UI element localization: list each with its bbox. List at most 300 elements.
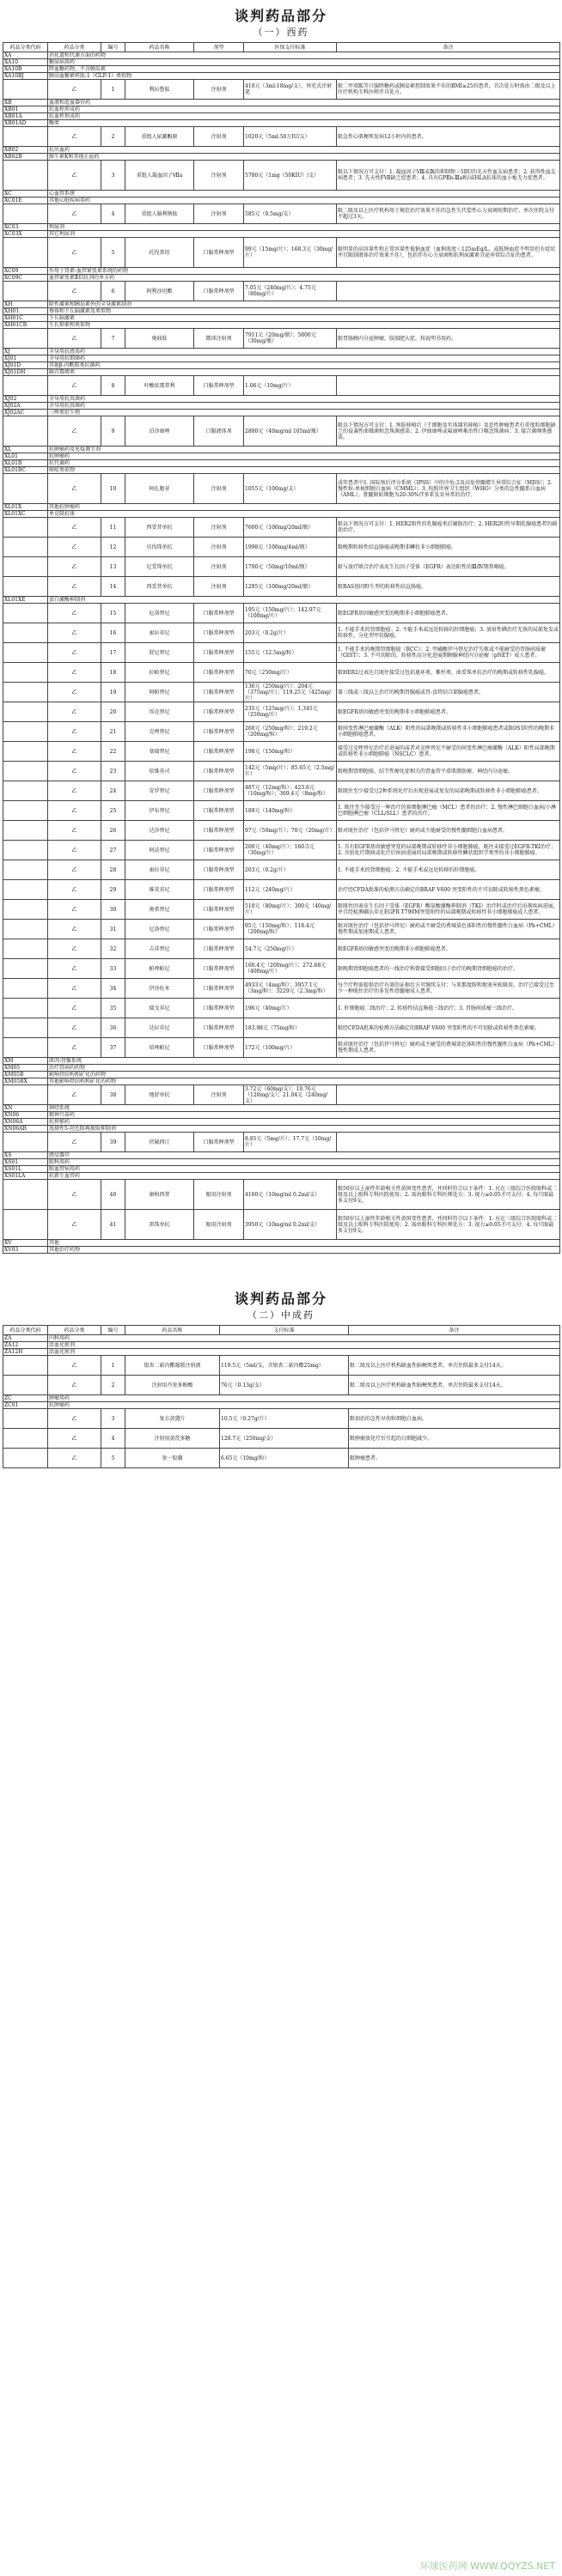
drug-number: 36: [101, 1018, 125, 1038]
drug-number: 7: [101, 329, 125, 349]
category-name: 心血管系统: [48, 191, 560, 197]
table-row: [3, 959, 560, 979]
empty-code-cell: [3, 762, 48, 781]
category-name: 眼血管病用药: [48, 1166, 560, 1173]
drug-name: 维莫非尼: [125, 880, 194, 900]
drug-number: 14: [101, 577, 125, 597]
col-header: 药品分类代码: [3, 43, 48, 52]
empty-code-cell: [3, 939, 48, 959]
table-row: [3, 1409, 560, 1429]
drug-class: 乙: [48, 1376, 101, 1395]
payment-standard: 198元（150mg/粒）: [244, 742, 337, 762]
category-code: XS01LA: [3, 1173, 48, 1180]
empty-code-cell: [3, 127, 48, 147]
remark: 限EGFR基因敏感突变的晚期非小细胞肺癌患者。: [337, 939, 560, 959]
payment-standard: 6.65元（10mg/粒）: [220, 1449, 349, 1468]
empty-code-cell: [3, 742, 48, 762]
dosage-form: 口服常释剂型: [194, 722, 244, 742]
table-row: [3, 376, 560, 396]
remark: 限二级及以上医疗机构缺血性脑梗死患者，单次住院最多支付14天。: [349, 1376, 560, 1395]
drug-name: 康柏西普: [125, 1180, 194, 1210]
drug-class: 乙: [48, 939, 101, 959]
dosage-form: 口服常释剂型: [194, 860, 244, 880]
drug-name: 克唑替尼: [125, 722, 194, 742]
category-name: 胰高血糖素样肽-1（GLP-1）类似物: [48, 73, 560, 80]
category-name: 三唑类衍生物: [48, 410, 560, 416]
drug-class: 乙: [48, 722, 101, 742]
dosage-form: 口服常释剂型: [194, 762, 244, 781]
remark: [337, 1085, 560, 1105]
empty-code-cell: [3, 900, 48, 920]
payment-standard: 10.5元（0.27g/片）: [220, 1409, 349, 1429]
drug-class: 乙: [48, 702, 101, 722]
payment-standard: 1998元（100mg/4ml/瓶）: [244, 538, 337, 557]
category-name: 肿瘤用药: [48, 1395, 560, 1402]
remark: 限RAS基因野生型的转移性结直肠癌。: [337, 577, 560, 597]
category-name: 活血化瘀剂: [48, 1349, 560, 1356]
table-row: [3, 939, 560, 959]
drug-name: 伊沙佐米: [125, 979, 194, 999]
drug-number: 1: [101, 1356, 125, 1376]
category-code: XV: [3, 1240, 48, 1247]
drug-name: 托伐普坦: [125, 238, 194, 268]
category-code: XA10: [3, 59, 48, 66]
dosage-form: 注射剂: [194, 1085, 244, 1105]
category-row: [3, 197, 560, 204]
dosage-form: 口服常释剂型: [194, 643, 244, 663]
remark: 限EGFR基因敏感突变的晚期非小细胞肺癌患者。: [337, 604, 560, 623]
dosage-form: 注射剂: [194, 577, 244, 597]
drug-class: 乙: [48, 781, 101, 801]
remark: 限对既往治疗（包括伊马替尼）耐药或不耐受的费城染色体阳性的慢性髓性白血病（Ph+CML）慢性期或加速期成人患者。: [337, 920, 560, 939]
payment-standard: 410元（3ml:18mg/支），预充式注射笔: [244, 80, 337, 100]
category-name: 精神兴奋药: [48, 1112, 560, 1119]
payment-standard: 7911元（20mg/瓶）；5800元（30mg/瓶）: [244, 329, 337, 349]
drug-number: 30: [101, 900, 125, 920]
payment-standard: 3950元（10mg/ml 0.2ml/支）: [244, 1210, 337, 1240]
table-row: [3, 1133, 560, 1152]
category-row: [3, 191, 560, 197]
dosage-form: 口服常释剂型: [194, 623, 244, 643]
dosage-form: 口服常释剂型: [194, 683, 244, 702]
category-code: XN: [3, 1105, 48, 1112]
drug-class: 乙: [48, 518, 101, 538]
table-row: [3, 80, 560, 100]
category-code: XL01: [3, 453, 48, 460]
category-name: 其他β-内酰胺类抗菌药: [48, 362, 560, 369]
category-name: 全身用抗真菌药: [48, 403, 560, 410]
drug-number: 21: [101, 722, 125, 742]
category-name: 神经系统: [48, 1105, 560, 1112]
category-code: XL01B: [3, 460, 48, 467]
dosage-form: 口服常释剂型: [194, 920, 244, 939]
empty-code-cell: [3, 1180, 48, 1210]
category-row: [3, 147, 560, 154]
empty-code-cell: [3, 416, 48, 447]
table-row: [3, 604, 560, 623]
payment-standard: 4160元（10mg/ml 0.2ml/支）: [244, 1180, 337, 1210]
category-name: 维生素K和其他止血药: [48, 154, 560, 161]
dosage-form: 注射剂: [194, 161, 244, 191]
category-row: [3, 1335, 560, 1342]
table-row: [3, 683, 560, 702]
empty-code-cell: [3, 1210, 48, 1240]
remark: 限二级及以上医疗机构用于规范治疗效果不佳的急性失代偿性心力衰竭短期治疗，单次住院支付不超过3天。: [337, 204, 560, 224]
empty-code-cell: [3, 821, 48, 841]
empty-code-cell: [3, 80, 48, 100]
dosage-form: 口服常释剂型: [194, 979, 244, 999]
payment-standard: 1020元（5ml:50万IU/支）: [244, 127, 337, 147]
category-name: 抗新生血管药: [48, 1173, 560, 1180]
dosage-form: 口服常释剂型: [194, 1018, 244, 1038]
drug-name: 重组人脑利钠肽: [125, 204, 194, 224]
empty-code-cell: [3, 538, 48, 557]
table-row: [3, 1018, 560, 1038]
drug-number: 33: [101, 959, 125, 979]
category-name: 其他心脏疾病用药: [48, 197, 560, 204]
payment-standard: 8.85元（5mg/片）；17.7元（10mg/片）: [244, 1133, 337, 1152]
category-code: XB01A: [3, 113, 48, 120]
col-header: 备注: [337, 43, 560, 52]
payment-standard: 7600元（100mg/20ml/瓶）: [244, 518, 337, 538]
category-row: [3, 106, 560, 113]
payment-standard: 183.98元（75mg/粒）: [244, 1018, 337, 1038]
drug-class: 乙: [48, 80, 101, 100]
table-row: [3, 518, 560, 538]
remark: 限50岁以上湿性年龄相关性黄斑变性患者，并同时符合以下条件：1. 应在三级综合医院眼科或二级及以上眼科专科医院使用；2. 需由眼科专科医师处方；3. 视力≥0.05才可支付；4. 每只眼最多支付9支。: [337, 1210, 560, 1240]
drug-class: 乙: [48, 1085, 101, 1105]
category-name: 其他影响骨结构和矿化的药物: [48, 1078, 560, 1085]
remark: 限以下情况方可支付：1. 预防移植后（干细胞及实体器官移植）及恶性肿瘤患者有重度粒细胞缺乏的侵袭性曲霉菌和念珠菌感染；2. 伊曲康唑或氟康唑难治性口咽念珠菌病；3. 接合菌纲类感染。: [337, 416, 560, 447]
table-row: [3, 702, 560, 722]
category-name: 抗肿瘤药及免疫调节剂: [48, 447, 560, 453]
payment-standard: 196元（40mg/片）: [244, 999, 337, 1018]
table-row: [3, 161, 560, 191]
category-row: [3, 467, 560, 474]
drug-number: 37: [101, 1038, 125, 1058]
drug-class: 乙: [48, 416, 101, 447]
drug-name: 索拉非尼: [125, 623, 194, 643]
category-name: 眼科用药: [48, 1159, 560, 1166]
category-name: 血管紧张素Ⅱ拮抗剂的单方药: [48, 275, 560, 282]
drug-name: 拉帕替尼: [125, 663, 194, 683]
category-row: [3, 1349, 560, 1356]
payment-standard: 1700元（50mg/10ml/瓶）: [244, 557, 337, 577]
payment-standard: 76元（0.13g/支）: [220, 1376, 349, 1395]
drug-class: 乙: [48, 1018, 101, 1038]
drug-class: 乙: [48, 127, 101, 147]
table-row: [3, 1210, 560, 1240]
category-name: 生长抑素和类似物: [48, 322, 560, 329]
remark: 限晚期转移性结直肠癌或晚期非鳞状非小细胞肺癌。: [337, 538, 560, 557]
col-header: 药品分类代码: [3, 1326, 48, 1335]
category-code: XL01X: [3, 504, 48, 511]
payment-standard: 235元（125mg/片）；1,345元（250mg/片）: [244, 702, 337, 722]
drug-class: 乙: [48, 1356, 101, 1376]
category-name: 血液和造血器官药: [48, 100, 560, 106]
col-header: 药品名称: [125, 43, 194, 52]
category-code: XA10BJ: [3, 73, 48, 80]
dosage-form: 口服常释剂型: [194, 821, 244, 841]
category-code: XL01XE: [3, 597, 48, 604]
category-name: 抗肿瘤药: [48, 1402, 560, 1409]
category-code: XC09: [3, 268, 48, 275]
dosage-form: 口服常释剂型: [194, 742, 244, 762]
empty-code-cell: [3, 623, 48, 643]
empty-code-cell: [3, 518, 48, 538]
remark: 限明显的高容量性和正常容量性低钠血症（血钠浓度＜125mEq/L，或低钠血症不明显但有症状并且限制液体治疗效果不佳），包括伴有心力衰竭和抗利尿激素分泌异常综合征的患者。: [337, 238, 560, 268]
drug-name: 银杏二萜内酯葡胺注射液: [125, 1356, 220, 1376]
payment-standard: 189元（140mg/粒）: [244, 801, 337, 821]
category-row: [3, 1166, 560, 1173]
remark: 限急性心肌梗死发病12小时内的患者。: [337, 127, 560, 147]
category-code: XJ01D: [3, 362, 48, 369]
drug-number: 27: [101, 841, 125, 860]
col-header: 药品分类: [48, 43, 101, 52]
drug-name: 尼洛替尼: [125, 920, 194, 939]
empty-code-cell: [3, 643, 48, 663]
category-name: 其他抗肿瘤药: [48, 504, 560, 511]
empty-code-cell: [3, 880, 48, 900]
drug-class: 乙: [48, 1449, 101, 1468]
dosage-form: 注射剂: [194, 80, 244, 100]
table-header-row: [3, 43, 560, 52]
drug-class: 乙: [48, 604, 101, 623]
category-code: XH01C: [3, 315, 48, 322]
dosage-form: 注射剂: [194, 127, 244, 147]
category-name: 糖尿病用药: [48, 59, 560, 66]
category-row: [3, 52, 560, 59]
payment-standard: 510元（80mg/片）；300元（40mg/片）: [244, 900, 337, 920]
drug-number: 16: [101, 623, 125, 643]
empty-code-cell: [3, 1376, 48, 1395]
table-row: [3, 841, 560, 860]
table-row: [3, 282, 560, 301]
category-row: [3, 301, 560, 308]
table-row: [3, 762, 560, 781]
drug-number: 19: [101, 683, 125, 702]
empty-code-cell: [3, 1085, 48, 1105]
category-row: [3, 1078, 560, 1085]
drug-class: 乙: [48, 557, 101, 577]
payment-standard: 203元（0.2g/片）: [244, 860, 337, 880]
drug-name: 重组人尿激酶原: [125, 127, 194, 147]
category-row: [3, 308, 560, 315]
drug-class: 乙: [48, 1429, 101, 1449]
drug-name: 贝伐珠单抗: [125, 538, 194, 557]
dosage-form: 口服常释剂型: [194, 880, 244, 900]
payment-standard: 142元（5mg/片）；85.65元（2.5mg/片）: [244, 762, 337, 781]
category-row: [3, 1342, 560, 1349]
category-row: [3, 355, 560, 362]
drug-class: 乙: [48, 920, 101, 939]
remark: 限经CFDA批准的检测方法确定的BRAF V600 突变阳性的不可切除或转移性黑色素瘤。: [337, 1018, 560, 1038]
table-row: [3, 204, 560, 224]
drug-class: 乙: [48, 1133, 101, 1152]
table-row: [3, 742, 560, 762]
drug-name: 泊沙康唑: [125, 416, 194, 447]
remark: [337, 376, 560, 396]
western-drug-body: [3, 52, 560, 1254]
category-row: [3, 1112, 560, 1119]
dosage-form: 口服常释剂型: [194, 959, 244, 979]
drug-number: 1: [101, 80, 125, 100]
table-row: [3, 416, 560, 447]
remark: 限以下情况方可支付：1. HER2阳性的乳腺癌术后辅助治疗；2. HER2阳性早期乳腺癌患者的辅助治疗。: [337, 518, 560, 538]
tcm-drug-table: [3, 1325, 560, 1468]
payment-standard: 54.7元（250mg/片）: [244, 939, 337, 959]
table-row: [3, 900, 560, 920]
category-row: [3, 1247, 560, 1254]
category-name: 全身用抗真菌药: [48, 396, 560, 403]
table-row: [3, 557, 560, 577]
dosage-form: 注射剂: [194, 474, 244, 504]
drug-number: 6: [101, 282, 125, 301]
empty-code-cell: [3, 841, 48, 860]
payment-standard: 195元（150mg/片）；142.97元（100mg/片）: [244, 604, 337, 623]
drug-number: 15: [101, 604, 125, 623]
drug-class: 乙: [48, 860, 101, 880]
category-row: [3, 154, 560, 161]
dosage-form: 口服常释剂型: [194, 939, 244, 959]
drug-name: 阿扎胞苷: [125, 474, 194, 504]
category-code: XS: [3, 1152, 48, 1159]
category-code: XJ02A: [3, 403, 48, 410]
drug-name: 参一胶囊: [125, 1449, 220, 1468]
drug-name: 利拉鲁肽: [125, 80, 194, 100]
category-row: [3, 120, 560, 127]
drug-number: 34: [101, 979, 125, 999]
drug-name: 帕唑帕尼: [125, 959, 194, 979]
empty-code-cell: [3, 238, 48, 268]
drug-name: 重组人凝血因子Ⅶa: [125, 161, 194, 191]
table-row: [3, 860, 560, 880]
category-row: [3, 504, 560, 511]
payment-standard: 585元（0.5mg/支）: [244, 204, 337, 224]
table-row: [3, 1376, 560, 1395]
drug-number: 39: [101, 1133, 125, 1152]
category-name: 除性激素和胰岛素外的全身激素制剂: [48, 301, 560, 308]
category-code: XB02: [3, 147, 48, 154]
drug-name: 伊布替尼: [125, 801, 194, 821]
drug-class: 乙: [48, 1038, 101, 1058]
drug-class: 乙: [48, 643, 101, 663]
category-name: 利尿剂: [48, 224, 560, 231]
table-row: [3, 538, 560, 557]
drug-number: 4: [101, 1429, 125, 1449]
category-row: [3, 349, 560, 355]
watermark-logo: 环球医药网 WWW.QQYZS.NET: [419, 2561, 555, 2572]
category-name: 作用于肾素-血管紧张素系统的药物: [48, 268, 560, 275]
drug-number: 32: [101, 939, 125, 959]
payment-standard: 260元（250mg/粒）；219.2元（200mg/粒）: [244, 722, 337, 742]
remark: 限EGFR基因敏感突变的晚期非小细胞肺癌患者。: [337, 702, 560, 722]
category-name: 酶类: [48, 120, 560, 127]
payment-standard: 112元（240mg/片）: [244, 880, 337, 900]
table-row: [3, 999, 560, 1018]
drug-name: 注射用黄芪多糖: [125, 1429, 220, 1449]
drug-number: 25: [101, 801, 125, 821]
category-code: ZC01: [3, 1402, 48, 1409]
category-code: XB01AD: [3, 120, 48, 127]
remark: 治疗经CFDA批准的检测方法确定的BRAF V600 突变阳性的不可切除或转移性黑色素瘤。: [337, 880, 560, 900]
drug-number: 5: [101, 238, 125, 268]
remark: 限既往至少接受过2种系统化疗后出现进展或复发的局部晚期或转移性非小细胞肺癌患者。: [337, 781, 560, 801]
category-code: XH: [3, 301, 48, 308]
empty-code-cell: [3, 920, 48, 939]
category-row: [3, 1240, 560, 1247]
col-header: 编号: [101, 1326, 125, 1335]
table-row: [3, 979, 560, 999]
payment-standard: 119.5元（5ml/支，含银杏二萜内酯25mg）: [220, 1356, 349, 1376]
category-name: 抗血栓形成药: [48, 113, 560, 120]
category-code: XB: [3, 100, 48, 106]
dosage-form: 口服常释剂型: [194, 781, 244, 801]
dosage-form: 口服常释剂型: [194, 282, 244, 301]
empty-code-cell: [3, 604, 48, 623]
category-code: XV03: [3, 1247, 48, 1254]
payment-standard: 203元（0.2g/片）: [244, 623, 337, 643]
remark: 1. 具有EGFR基因敏感突变的局部晚期或转移性非小细胞肺癌，既往未接受过EGFR-TKI治疗；2. 含铂化疗期间或化疗后疾病进展的局部晚期或转移性鳞状组织学类型的非小细胞肺癌。: [337, 841, 560, 860]
drug-number: 12: [101, 538, 125, 557]
drug-class: 乙: [48, 683, 101, 702]
drug-number: 41: [101, 1210, 125, 1240]
empty-code-cell: [3, 161, 48, 191]
drug-name: 地舒单抗: [125, 1085, 194, 1105]
remark: 1. 既往至少接受过一种治疗的套细胞淋巴瘤（MCL）患者的治疗；2. 慢性淋巴细胞白血病/小淋巴细胞淋巴瘤（CLL/SLL）患者的治疗。: [337, 801, 560, 821]
category-code: XC09C: [3, 275, 48, 282]
tcm-drug-body: [3, 1335, 560, 1468]
category-row: [3, 275, 560, 282]
empty-code-cell: [3, 1018, 48, 1038]
empty-code-cell: [3, 959, 48, 979]
drug-name: 叶酸依那普利: [125, 376, 194, 396]
dosage-form: 口服常释剂型: [194, 900, 244, 920]
category-code: XN06A: [3, 1119, 48, 1126]
col-header: 药品名称: [125, 1326, 220, 1335]
category-row: [3, 447, 560, 453]
table-row: [3, 821, 560, 841]
remark: 限对既往治疗（包括伊马替尼）耐药或不能耐受的慢性髓细胞白血病患者。: [337, 821, 560, 841]
drug-class: 乙: [48, 821, 101, 841]
category-name: 其它利尿剂: [48, 231, 560, 238]
category-row: [3, 231, 560, 238]
category-row: [3, 597, 560, 604]
category-row: [3, 1058, 560, 1065]
drug-number: 10: [101, 474, 125, 504]
category-code: XM05: [3, 1065, 48, 1072]
remark: 接受过克唑替尼治疗后进展的或者对克唑替尼不耐受的间变性淋巴瘤激酶（ALK）阳性局部晚期或转移性非小细胞肺癌（NSCLC）患者。: [337, 742, 560, 762]
remark: 限肿瘤放化疗后引起的白细胞减少。: [349, 1429, 560, 1449]
category-code: XJ: [3, 349, 48, 355]
category-row: [3, 315, 560, 322]
drug-number: 22: [101, 742, 125, 762]
remark: 限HER2过表达且既往接受过包括蒽环类、紫杉类、曲妥珠单抗治疗的晚期或转移性乳腺癌。: [337, 663, 560, 683]
category-code: XC01E: [3, 197, 48, 204]
dosage-form: 口服常释剂型: [194, 801, 244, 821]
category-code: XB01: [3, 106, 48, 113]
dosage-form: 口服常释剂型: [194, 376, 244, 396]
dosage-form: 口服液体剂: [194, 416, 244, 447]
category-code: XC: [3, 191, 48, 197]
category-name: 碳青霉烯类: [48, 369, 560, 376]
table-row: [3, 1180, 560, 1210]
drug-class: 乙: [48, 880, 101, 900]
drug-number: 3: [101, 1409, 125, 1429]
drug-number: 3: [101, 161, 125, 191]
dosage-form: 口服常释剂型: [194, 604, 244, 623]
drug-class: 乙: [48, 474, 101, 504]
